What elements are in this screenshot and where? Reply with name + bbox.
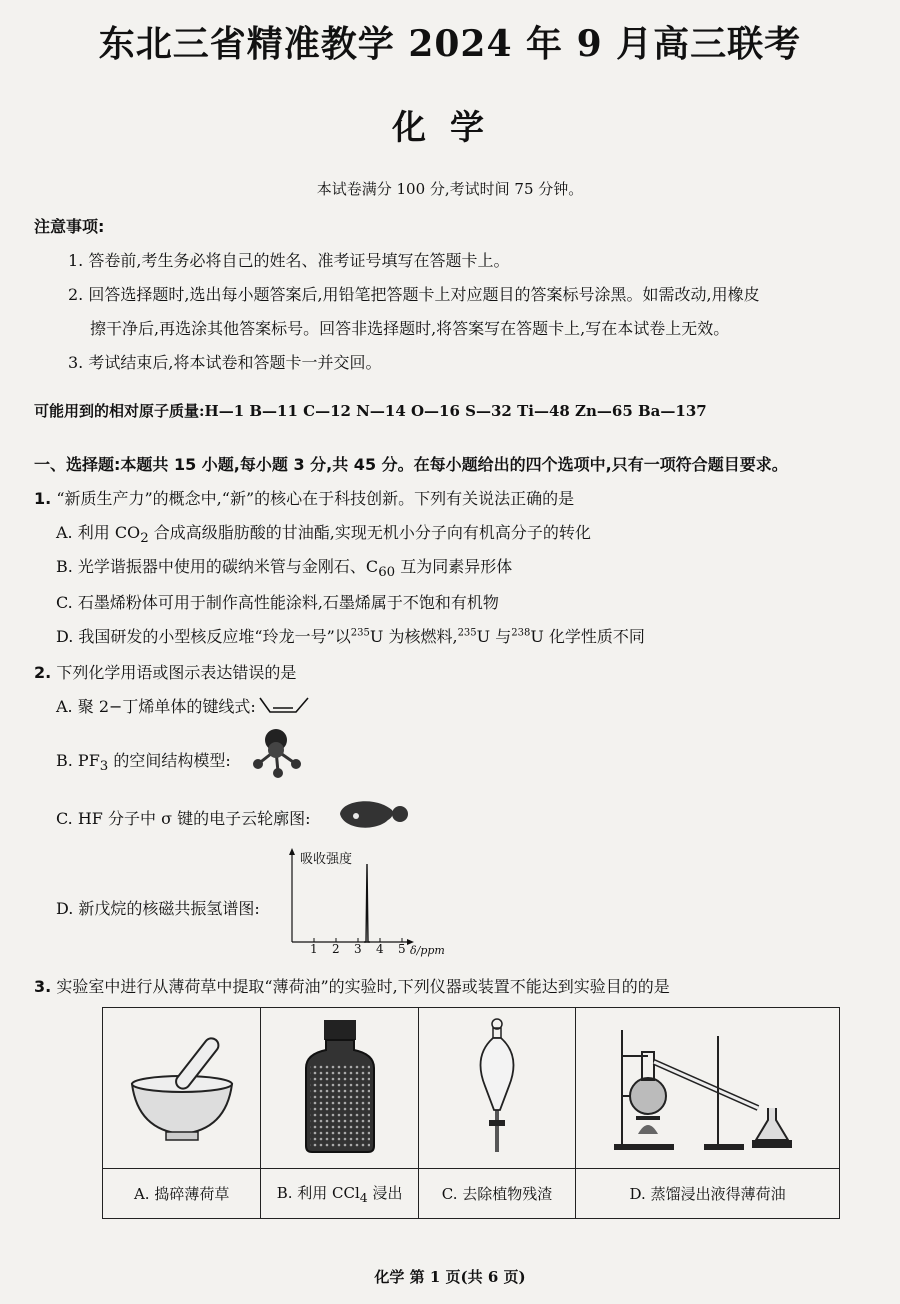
notice-item-1: 1. 答卷前,考生务必将自己的姓名、准考证号填写在答题卡上。: [68, 251, 510, 270]
nmr-tick-2: 2: [332, 942, 340, 956]
apparatus-a-cell: [103, 1008, 261, 1169]
nmr-tick-5: 5: [398, 942, 406, 956]
exam-info: 本试卷满分 100 分,考试时间 75 分钟。: [316, 180, 584, 198]
q1-option-c: C. 石墨烯粉体可用于制作高性能涂料,石墨烯属于不饱和有机物: [56, 593, 499, 612]
question-3: [34, 974, 670, 997]
nmr-x-axis-label: δ/ppm: [410, 944, 445, 957]
q1-option-d: D. 我国研发的小型核反应堆“玲龙一号”以$^{235}$U 为核燃料,$^{235}$U 与$^{238}$U 化学性质不同: [56, 627, 645, 646]
question-2: [34, 660, 296, 683]
option-d-label: D. 蒸馏浸出液得薄荷油: [576, 1169, 840, 1219]
notice-item-2a: 2. 回答选择题时,选出每小题答案后,用铅笔把答题卡上对应题目的答案标号涂黑。如需改动,用橡皮: [68, 285, 760, 304]
q2-option-a: A. 聚 2−丁烯单体的键线式:: [56, 697, 256, 716]
atomic-masses: 可能用到的相对原子质量:H—1 B—11 C—12 N—14 O—16 S—32 Ti—48 Zn—65 Ba—137: [34, 402, 707, 420]
hf-sigma-orbital-figure: [336, 798, 412, 832]
question-1: [34, 486, 574, 509]
question-number: 2.: [34, 663, 52, 682]
option-b-label: B. 利用 CCl$_4$ 浸出: [261, 1169, 419, 1219]
option-c-label: C. 去除植物残渣: [418, 1169, 575, 1219]
pf3-ball-stick-model: [248, 724, 308, 780]
notice-item-3: 3. 考试结束后,将本试卷和答题卡一并交回。: [68, 353, 382, 372]
nmr-tick-1: 1: [310, 942, 318, 956]
separatory-funnel-icon: [467, 1016, 527, 1156]
q1-option-b: B. 光学谐振器中使用的碳纳米管与金刚石、$C_{60}$ 互为同素异形体: [56, 557, 513, 581]
nmr-tick-3: 3: [354, 942, 362, 956]
option-a-label: A. 捣碎薄荷草: [103, 1169, 261, 1219]
question-number: 1.: [34, 489, 52, 508]
mortar-pestle-icon: [122, 1026, 242, 1146]
q2-option-c: C. HF 分子中 σ 键的电子云轮廓图:: [56, 809, 311, 828]
reagent-bottle-icon: [300, 1016, 380, 1156]
distillation-apparatus-icon: [608, 1016, 808, 1156]
notice-item-2b: 擦干净后,再选涂其他答案标号。回答非选择题时,将答案写在答题卡上,写在本试卷上无效。: [90, 319, 730, 338]
nmr-tick-4: 4: [376, 942, 384, 956]
subject-title: 化学: [392, 108, 508, 148]
section-1-heading: 一、选择题:本题共 15 小题,每小题 3 分,共 45 分。在每小题给出的四个选项中,只有一项符合题目要求。: [34, 455, 788, 474]
nmr-y-axis-label: 吸收强度: [300, 852, 353, 867]
q2-option-b: B. $PF_3$ 的空间结构模型:: [56, 751, 231, 775]
apparatus-d-cell: [576, 1008, 840, 1169]
butene-skeletal-formula-figure: [256, 692, 316, 718]
apparatus-c-cell: [418, 1008, 575, 1169]
notice-heading: 注意事项:: [34, 217, 105, 236]
apparatus-b-cell: [261, 1008, 419, 1169]
exam-title: 东北三省精准教学 2024 年 9 月高三联考: [98, 23, 802, 65]
q1-option-a: A. 利用 $CO_2$ 合成高级脂肪酸的甘油酯,实现无机小分子向有机高分子的转化: [56, 523, 591, 547]
question-stem: 实验室中进行从薄荷草中提取“薄荷油”的实验时,下列仪器或装置不能达到实验目的的是: [56, 977, 670, 996]
apparatus-table: [102, 1007, 840, 1219]
question-number: 3.: [34, 977, 52, 996]
page-footer: 化学 第 1 页(共 6 页): [374, 1268, 526, 1286]
question-stem: 下列化学用语或图示表达错误的是: [56, 663, 297, 682]
question-stem: “新质生产力”的概念中,“新”的核心在于科技创新。下列有关说法正确的是: [56, 489, 575, 508]
q2-option-d: D. 新戊烷的核磁共振氢谱图:: [56, 899, 260, 918]
